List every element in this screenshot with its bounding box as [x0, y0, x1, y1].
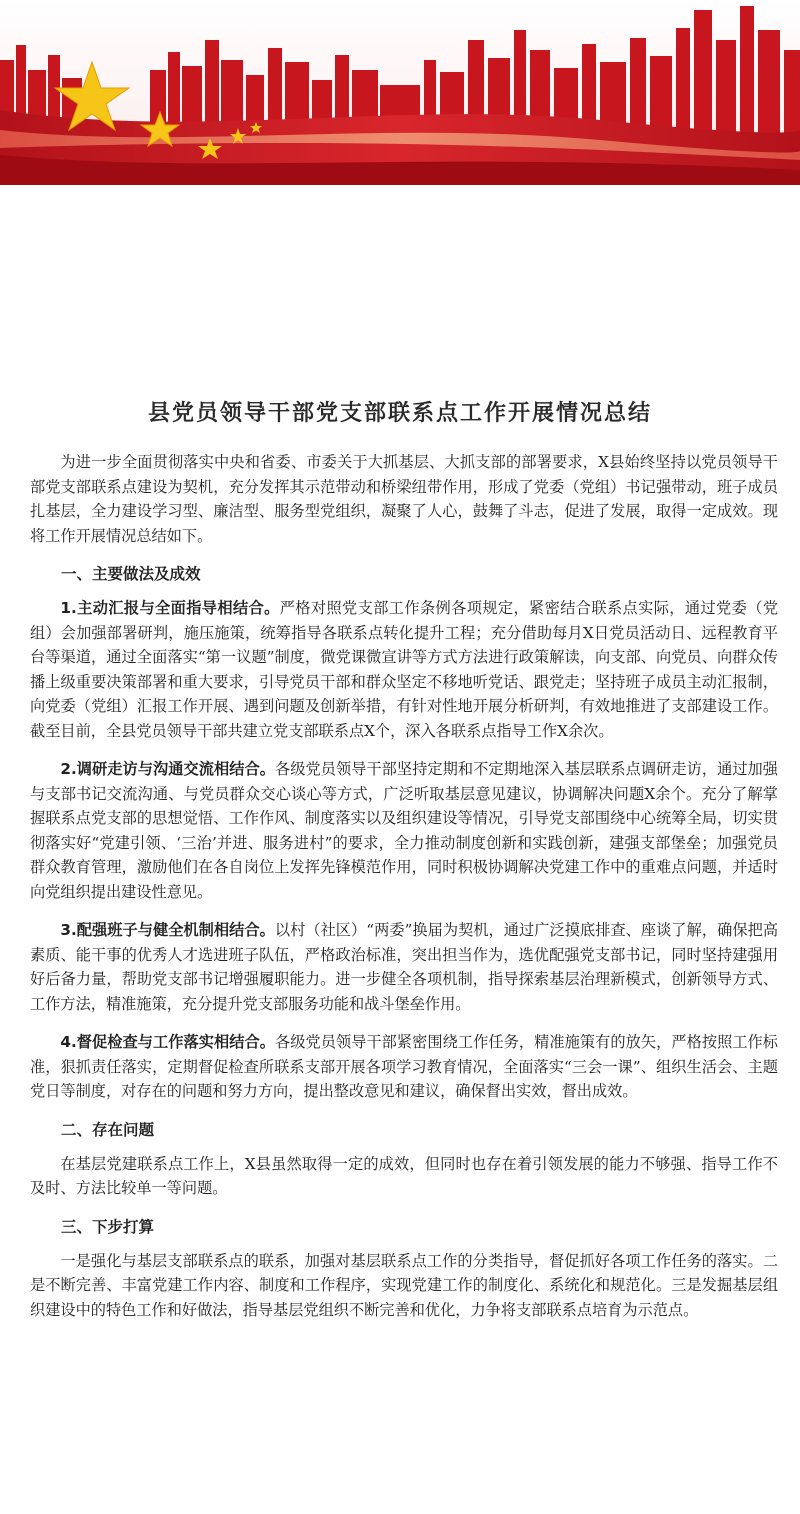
section-heading: 二、存在问题 [61, 1120, 155, 1139]
city-skyline-illustration [0, 0, 800, 185]
document-body [30, 450, 778, 1336]
list-item [30, 757, 778, 904]
section-heading: 一、主要做法及成效 [61, 565, 201, 583]
item-text: 各级党员领导干部坚持定期和不定期地深入基层联系点调研走访，通过加强与支部书记交流沟通、与党员群众交心谈心等方式，广泛听取基层意见建议，协调解决问题X余个。充分了解掌握联系点党支部的思想觉悟、工作作风、制度落实以及组织建设等情况，引导党支部围绕中心统筹全局，切实贯彻落实好“党建引领、‘三治’并进、服务进村”的要求，全力推动制度创新和实践创新，建强支部堡垒；加强党员群众教育管理，激励他们在各自岗位上发挥先锋模范作用，同时积极协调解决党建工作中的重难点问题，并适时向党组织提出建设性意见。 [30, 760, 778, 901]
item-lead: 2.调研走访与沟通交流相结合。 [60, 760, 275, 778]
item-text: 严格对照党支部工作条例各项规定，紧密结合联系点实际，通过党委（党组）会加强部署研判，施压施策，统筹指导各联系点转化提升工程；充分借助每月X日党员活动日、远程教育平台等渠道，通过全面落实“第一议题”制度，微党课微宣讲等方式方法进行政策解读，向支部、向党员、向群众传播上级重要决策部署和重大要求，引导党员干部和群众坚定不移地听党话、跟党走；坚持班子成员主动汇报制，向党委（党组）汇报工作开展、遇到问题及创新举措，有针对性地开展分析研判，有效地推进了支部建设工作。截至目前，全县党员领导干部共建立党支部联系点X个，深入各联系点指导工作X余次。 [30, 599, 779, 740]
list-item [30, 1030, 778, 1104]
page-title: 县党员领导干部党支部联系点工作开展情况总结 [147, 401, 652, 426]
section-heading: 三、下步打算 [61, 1217, 155, 1236]
item-text: 以村（社区）“两委”换届为契机，通过广泛摸底排查、座谈了解，确保把高素质、能干事的优秀人才选进班子队伍，严格政治标准，突出担当作为，选优配强党支部书记，同时坚持建强用好后备力量，帮助党支部书记增强履职能力。进一步健全各项机制，指导探索基层治理新模式，创新领导方式、工作方法，精准施策，充分提升党支部服务功能和战斗堡垒作用。 [30, 921, 779, 1013]
item-lead: 1.主动汇报与全面指导相结合。 [60, 599, 280, 617]
section-paragraph: 一是强化与基层支部联系点的联系，加强对基层联系点工作的分类指导，督促抓好各项工作任务的落实。二是不断完善、丰富党建工作内容、制度和工作程序，实现党建工作的制度化、系统化和规范化。三是发掘基层组织建设中的特色工作和好做法，指导基层党组织不断完善和优化，力争将支部联系点培育为示范点。 [30, 1251, 778, 1319]
item-lead: 3.配强班子与健全机制相结合。 [60, 921, 275, 939]
header-banner [0, 0, 800, 185]
list-item [30, 918, 778, 1016]
item-lead: 4.督促检查与工作落实相结合。 [60, 1033, 275, 1051]
item-text: 各级党员领导干部紧密围绕工作任务，精准施策有的放矢，严格按照工作标准，狠抓责任落实，定期督促检查所联系支部开展各项学习教育情况，全面落实“三会一课”、组织生活会、主题党日等制度，对存在的问题和努力方向，提出整改意见和建议，确保督出实效，督出成效。 [30, 1033, 778, 1100]
section-paragraph: 在基层党建联系点工作上，X县虽然取得一定的成效，但同时也存在着引领发展的能力不够强、指导工作不及时、方法比较单一等问题。 [30, 1154, 778, 1197]
intro-paragraph: 为进一步全面贯彻落实中央和省委、市委关于大抓基层、大抓支部的部署要求，X县始终坚持以党员领导干部党支部联系点建设为契机，充分发挥其示范带动和桥梁纽带作用，形成了党委（党组）书记强带动，班子成员扎基层，全力建设学习型、廉洁型、服务型党组织，凝聚了人心，鼓舞了斗志，促进了发展，取得一定成效。现将工作开展情况总结如下。 [30, 453, 778, 545]
list-item [30, 596, 778, 743]
